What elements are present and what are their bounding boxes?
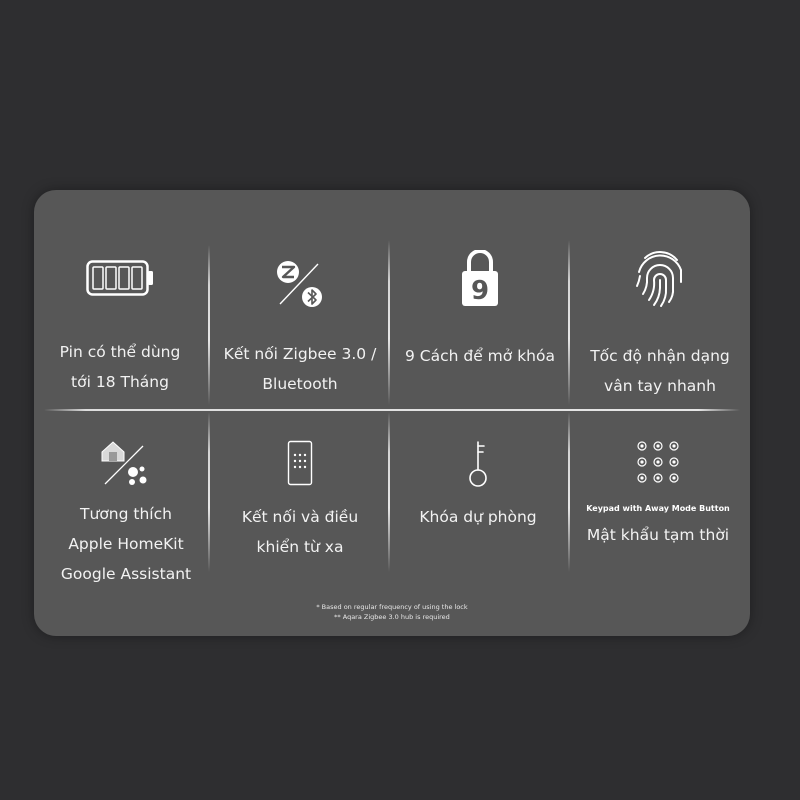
keypad-icon — [634, 438, 682, 486]
feature-label: 9 Cách để mở khóa — [405, 347, 555, 365]
feature-label: Tương thích Apple HomeKit Google Assistant — [60, 505, 192, 583]
feature-battery — [34, 190, 210, 410]
feature-label: Kết nối Zigbee 3.0 / Bluetooth — [223, 345, 377, 393]
feature-label: Mật khẩu tạm thời — [586, 526, 730, 544]
homekit-assistant-icon — [99, 438, 153, 490]
fingerprint-icon — [633, 248, 687, 308]
feature-card — [34, 190, 750, 636]
feature-unlock-methods — [390, 190, 570, 410]
footnotes — [34, 602, 750, 622]
feature-fingerprint — [570, 190, 750, 410]
key-icon — [466, 440, 490, 488]
feature-label: Khóa dự phòng — [419, 508, 537, 526]
padlock-nine-icon — [460, 250, 500, 308]
feature-connectivity — [210, 190, 390, 410]
zigbee-bluetooth-icon — [272, 258, 328, 312]
footnote-line: ** Aqara Zigbee 3.0 hub is required — [334, 613, 450, 621]
feature-label: Tốc độ nhận dạng vân tay nhanh — [590, 347, 730, 395]
feature-sublabel: Keypad with Away Mode Button — [586, 504, 730, 513]
phone-keypad-icon — [287, 440, 313, 486]
battery-icon — [86, 260, 154, 296]
svg-text:9: 9 — [470, 276, 490, 306]
feature-label: Pin có thể dùng tới 18 Tháng — [59, 343, 181, 391]
footnote-line: * Based on regular frequency of using the lock — [316, 603, 468, 611]
feature-label: Kết nối và điều khiển từ xa — [241, 508, 359, 556]
